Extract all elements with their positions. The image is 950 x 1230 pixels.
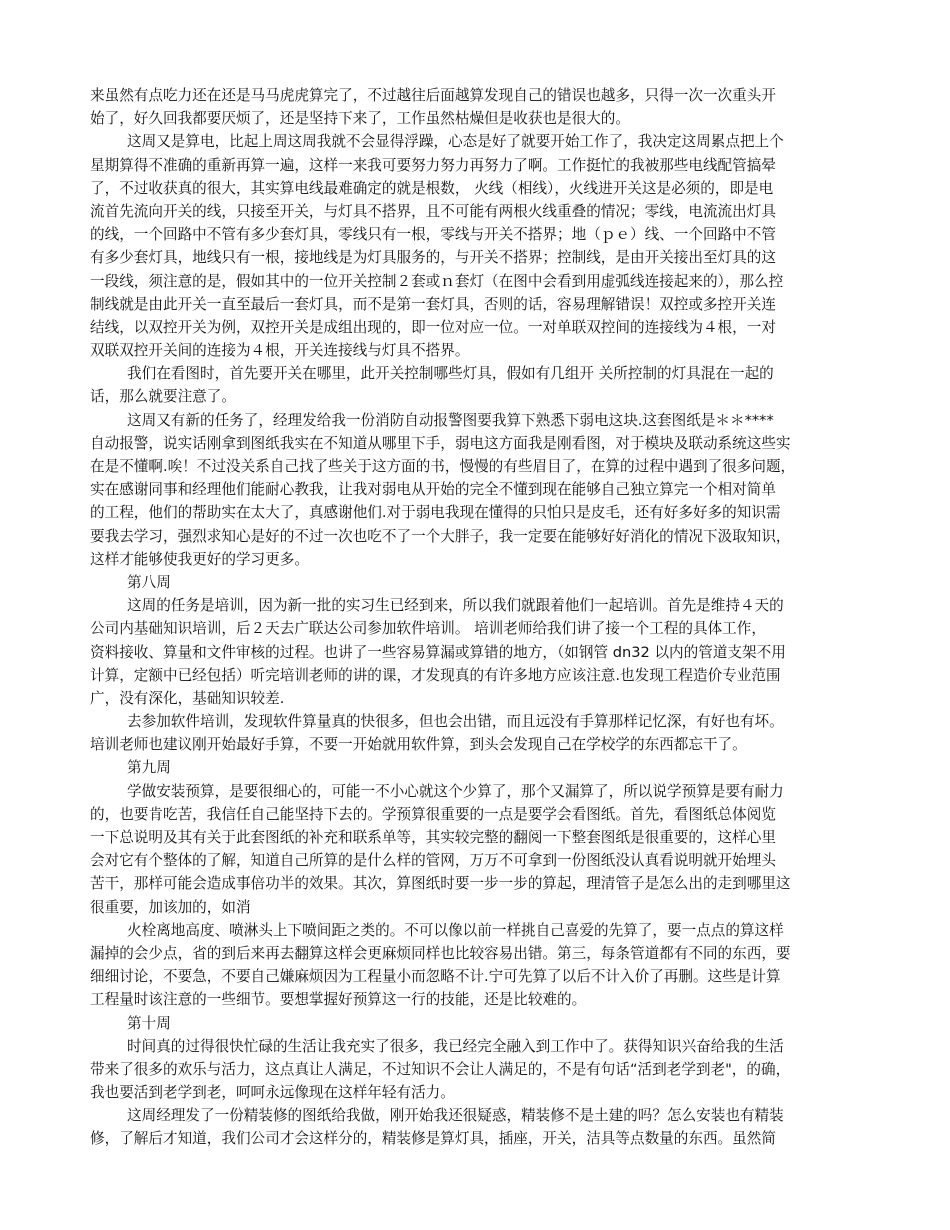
text-line: 了，不过收获真的很大，其实算电线最难确定的就是根数， 火线（相线），火线进开关这是必须的，即是电 — [90, 179, 774, 197]
text-line: 这周又有新的任务了，经理发给我一份消防自动报警图要我算下熟悉下弱电这块.这套图纸是＊＊**** — [127, 411, 774, 429]
text-line: 话，那么就要注意了。 — [90, 388, 236, 406]
text-line: 会对它有个整体的了解，知道自己所算的是什么样的管网，万万不可拿到一份图纸没认真看说明就开始埋头 — [90, 852, 776, 870]
text-line: 的，也要肯吃苦，我信任自己能坚持下去的。学预算很重要的一点是要学会看图纸。首先，看图纸总体阅览 — [90, 805, 776, 823]
text-line: 这周经理发了一份精装修的图纸给我做，刚开始我还很疑惑，精装修不是土建的吗？怎么安装也有精装 — [127, 1107, 784, 1125]
text-line: 这周又是算电，比起上周这周我就不会显得浮躁，心态是好了就要开始工作了，我决定这周累点把上个 — [127, 133, 784, 151]
text-line: 双联双控开关间的连接为４根，开关连接线与灯具不搭界。 — [90, 342, 470, 360]
text-line: 制线就是由此开关一直至最后一套灯具，而不是第一套灯具，否则的话，容易理解错误！双控或多控开关连 — [90, 295, 776, 313]
text-line: 要我去学习，强烈求知心是好的不过一次也吃不了一个大胖子，我一定要在能够好好消化的情况下汲取知识， — [90, 527, 791, 545]
text-line: 这样才能够使我更好的学习更多。 — [90, 550, 309, 568]
text-line: 资料接收、算量和文件审核的过程。也讲了一些容易算漏或算错的地方，（如钢管 dn32 以内的管道支架不用 — [90, 643, 786, 661]
text-line: 的工程，他们的帮助实在太大了，真感谢他们.对于弱电我现在懂得的只怕只是皮毛，还有好多好多的知识需 — [90, 504, 781, 522]
text-line: 的线，一个回路中不管有多少套灯具，零线只有一根，零线与开关不搭界；地（ｐｅ）线、一个回路中不管 — [90, 226, 776, 244]
text-line: 第十周 — [127, 1014, 171, 1032]
text-line: 去参加软件培训，发现软件算量真的快很多，但也会出错，而且远没有手算那样记忆深，有好也有坏。 — [127, 713, 784, 731]
text-line: 很重要，加该加的，如消 — [90, 898, 251, 916]
text-line: 星期算得不准确的重新再算一遍，这样一来我可要努力努力再努力了啊。工作挺忙的我被那些电线配管搞晕 — [90, 156, 776, 174]
text-line: 我也要活到老学到老，呵呵永远像现在这样年轻有活力。 — [90, 1084, 455, 1102]
text-line: 广，没有深化，基础知识较差. — [90, 689, 285, 707]
text-line: 第八周 — [127, 573, 171, 591]
text-line: 修，了解后才知道，我们公司才会这样分的，精装修是算灯具，插座，开关，洁具等点数量的东西。虽然简 — [90, 1130, 776, 1148]
text-line: 学做安装预算，是要很细心的，可能一不小心就这个少算了，那个又漏算了，所以说学预算是要有耐力 — [127, 782, 784, 800]
text-line: 来虽然有点吃力还在还是马马虎虎算完了，不过越往后面越算发现自己的错误也越多，只得一次一次重头开 — [90, 87, 776, 104]
text-line: 细细讨论，不要急，不要自己嫌麻烦因为工程量小而忽略不计.宁可先算了以后不计入价了再删。这些是计算 — [90, 968, 781, 986]
text-line: 在是不懂啊.唉！不过没关系自己找了些关于这方面的书，慢慢的有些眉目了，在算的过程中遇到了很多问题， — [90, 458, 796, 475]
text-line: 我们在看图时，首先要开关在哪里，此开关控制哪些灯具，假如有几组开 关所控制的灯具混在一起的 — [127, 365, 774, 383]
text-line: 流首先流向开关的线，只接至开关，与灯具不搭界，且不可能有两根火线重叠的情况；零线，电流流出灯具 — [90, 202, 776, 220]
text-line: 带来了很多的欢乐与活力，这点真让人满足，不过知识不会让人满足的，不是有句话“活到老学到老"，的确， — [90, 1060, 791, 1078]
text-line: 火栓离地高度、喷淋头上下喷间距之类的。不可以像以前一样挑自己喜爱的先算了，要一点点的算这样 — [127, 921, 784, 939]
text-line: 时间真的过得很快忙碌的生活让我充实了很多，我已经完全融入到工作中了。获得知识兴奋给我的生活 — [127, 1037, 784, 1055]
text-line: 一下总说明及其有关于此套图纸的补充和联系单等，其实较完整的翻阅一下整套图纸是很重要的，这样心里 — [90, 829, 776, 846]
text-line: 第九周 — [127, 759, 171, 777]
text-line: 自动报警，说实话刚拿到图纸我实在不知道从哪里下手，弱电这方面我是刚看图，对于模块及联动系统这些实 — [90, 434, 791, 452]
text-line: 公司内基础知识培训，后２天去广联达公司参加软件培训。 培训老师给我们讲了接一个工程的具体工作， — [90, 620, 766, 638]
text-line: 实在感谢同事和经理他们能耐心教我，让我对弱电从开始的完全不懂到现在能够自己独立算完一个相对简单 — [90, 481, 776, 499]
text-line: 结线，以双控开关为例，双控开关是成组出现的，即一位对应一位。一对单联双控间的连接线为４根，一对 — [90, 318, 776, 336]
text-line: 工程量时该注意的一些细节。要想掌握好预算这一行的技能，还是比较难的。 — [90, 991, 587, 1009]
text-line: 苦干，那样可能会造成事倍功半的效果。其次，算图纸时要一步一步的算起，理清管子是怎么出的走到哪里这 — [90, 875, 791, 893]
text-line: 这周的任务是培训，因为新一批的实习生已经到来，所以我们就跟着他们一起培训。首先是维持４天的 — [127, 597, 784, 615]
text-line: 漏掉的会少点，省的到后来再去翻算这样会更麻烦同样也比较容易出错。第三，每条管道都有不同的东西，要 — [90, 944, 791, 962]
text-line: 一段线，须注意的是，假如其中的一位开关控制２套或ｎ套灯（在图中会看到用虚弧线连接起来的），那么控 — [90, 272, 784, 290]
text-line: 计算，定额中已经包括）听完培训老师的讲的课，才发现真的有许多地方应该注意.也发现工程造价专业范围 — [90, 666, 781, 684]
text-line: 有多少套灯具，地线只有一根，接地线是为灯具服务的，与开关不搭界；控制线，是由开关接出至灯具的这 — [90, 249, 776, 267]
text-line: 培训老师也建议刚开始最好手算，不要一开始就用软件算，到头会发现自己在学校学的东西都忘干了。 — [90, 736, 747, 754]
text-line: 始了，好久回我都要厌烦了，还是坚持下来了，工作虽然枯燥但是收获也是很大的。 — [90, 110, 630, 128]
